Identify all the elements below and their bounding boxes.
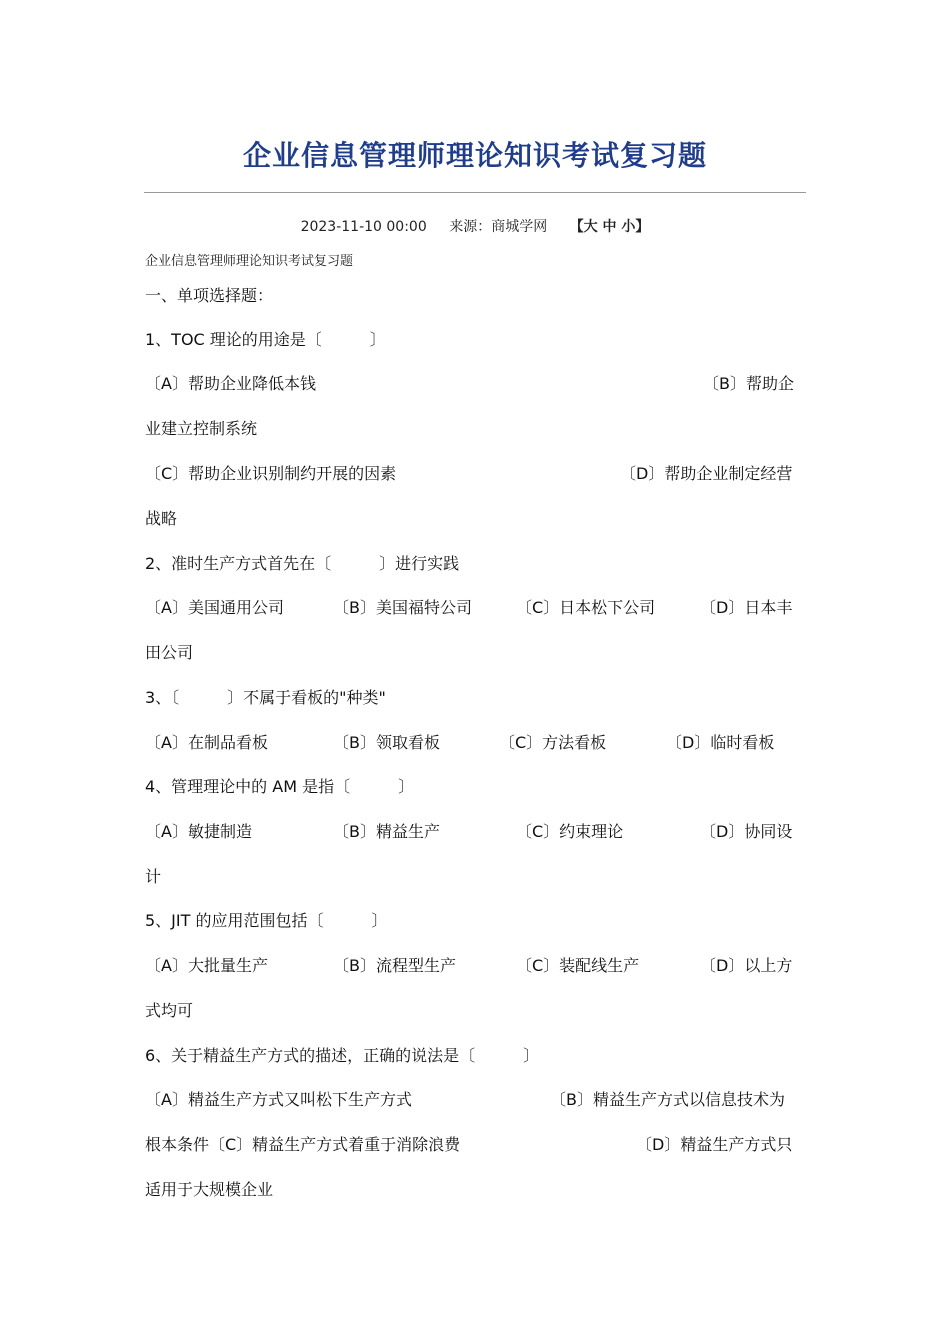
question-6-option-b: 〔B〕精益生产方式以信息技术为	[550, 1090, 785, 1109]
question-3-option-a: 〔A〕在制品看板	[145, 733, 268, 752]
question-1-stem: 1、TOC 理论的用途是〔 〕	[145, 330, 386, 349]
question-1-option-d: 〔D〕帮助企业制定经营	[620, 464, 793, 483]
question-5-stem: 5、JIT 的应用范围包括〔 〕	[145, 911, 388, 930]
font-size-switcher[interactable]: 【大 中 小】	[569, 219, 650, 235]
source-label: 来源：商城学网	[449, 219, 548, 235]
question-2-stem: 2、准时生产方式首先在〔 〕进行实践	[145, 554, 460, 573]
question-2-option-c: 〔C〕日本松下公司	[516, 598, 656, 617]
question-4-option-a: 〔A〕敏捷制造	[145, 822, 252, 841]
question-2-option-a: 〔A〕美国通用公司	[145, 598, 284, 617]
question-5-option-d: 〔D〕以上方	[700, 956, 793, 975]
question-4-wrap: 计	[145, 867, 162, 886]
page-title: 企业信息管理师理论知识考试复习题	[242, 139, 707, 172]
publish-date: 2023-11-10 00:00	[300, 219, 427, 235]
question-4-stem: 4、管理理论中的 AM 是指〔 〕	[145, 777, 415, 796]
question-5-wrap: 式均可	[145, 1001, 194, 1020]
question-6-option-a: 〔A〕精益生产方式又叫松下生产方式	[145, 1090, 412, 1109]
question-5-option-c: 〔C〕装配线生产	[516, 956, 640, 975]
question-6-wrap-1: 根本条件〔C〕精益生产方式着重于消除浪费	[145, 1135, 461, 1154]
title-divider	[144, 192, 806, 193]
question-5-option-b: 〔B〕流程型生产	[333, 956, 456, 975]
question-1-option-a: 〔A〕帮助企业降低本钱	[145, 374, 316, 393]
question-5-option-a: 〔A〕大批量生产	[145, 956, 268, 975]
question-3-option-b: 〔B〕领取看板	[333, 733, 440, 752]
question-1-wrap-2: 战略	[145, 509, 178, 528]
article-subtitle: 企业信息管理师理论知识考试复习题	[145, 254, 354, 269]
article-meta	[0, 216, 950, 236]
question-6-wrap-2: 适用于大规模企业	[145, 1180, 274, 1199]
question-1-wrap-1: 业建立控制系统	[145, 419, 258, 438]
question-1-option-c: 〔C〕帮助企业识别制约开展的因素	[145, 464, 397, 483]
question-6-stem: 6、关于精益生产方式的描述，正确的说法是〔 〕	[145, 1046, 540, 1065]
question-1-option-b: 〔B〕帮助企	[703, 374, 794, 393]
question-3-option-d: 〔D〕临时看板	[666, 733, 775, 752]
question-2-option-d: 〔D〕日本丰	[700, 598, 793, 617]
question-6-option-d: 〔D〕精益生产方式只	[636, 1135, 793, 1154]
question-4-option-c: 〔C〕约束理论	[516, 822, 624, 841]
question-3-option-c: 〔C〕方法看板	[499, 733, 607, 752]
question-2-option-b: 〔B〕美国福特公司	[333, 598, 472, 617]
question-3-stem: 3、〔 〕不属于看板的"种类"	[145, 688, 386, 707]
question-4-option-d: 〔D〕协同设	[700, 822, 793, 841]
question-4-option-b: 〔B〕精益生产	[333, 822, 440, 841]
question-2-wrap: 田公司	[145, 643, 194, 662]
section-heading: 一、单项选择题：	[145, 286, 274, 305]
